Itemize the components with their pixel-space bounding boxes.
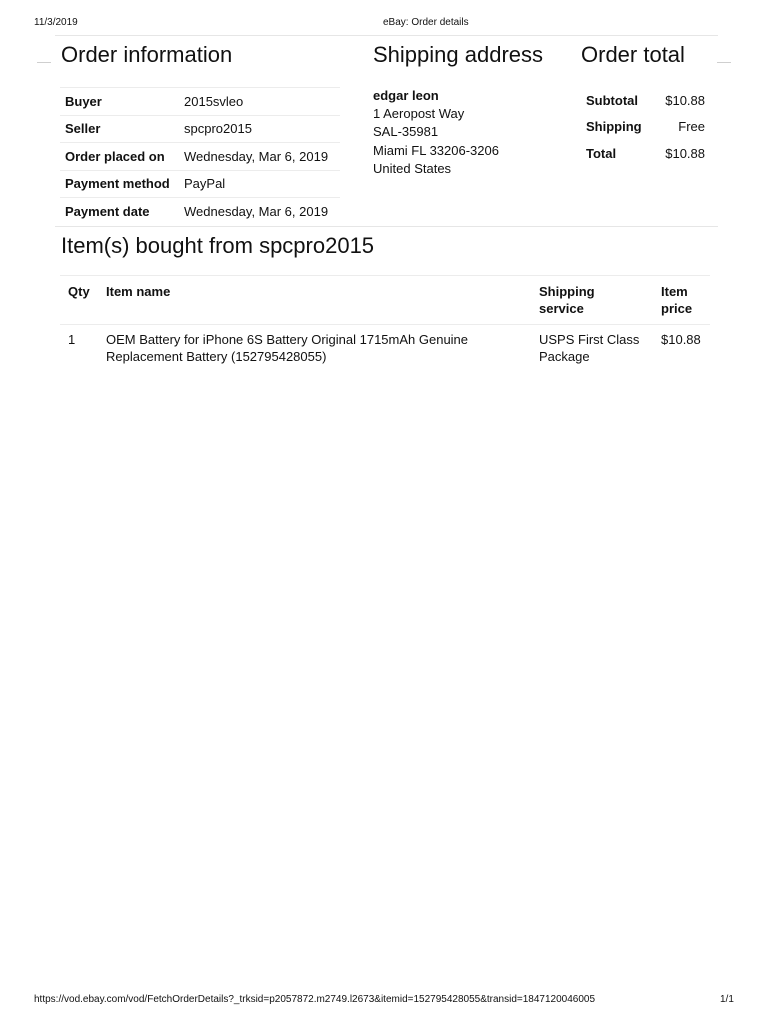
address-country: United States [373, 160, 452, 176]
total-label: Total [586, 145, 617, 161]
total-row-subtotal [580, 87, 710, 114]
payment-date-label: Payment date [65, 203, 150, 219]
qty-header: Qty [68, 284, 90, 299]
shipping-service-header [539, 284, 595, 317]
seller-value: spcpro2015 [184, 121, 252, 137]
subtotal-label: Subtotal [586, 92, 638, 108]
item-price-header-line-2: price [661, 300, 693, 316]
order-information-table [60, 87, 340, 225]
item-price-header-line-1: Item [661, 284, 688, 299]
buyer-value: 2015svleo [184, 93, 244, 109]
total-value: $10.88 [665, 145, 705, 161]
items-title: Item(s) bought from spcpro2015 [61, 233, 375, 258]
item-shipping-service [539, 332, 639, 365]
print-header [0, 17, 768, 31]
order-total-title: Order total [581, 42, 685, 67]
total-row-total [580, 140, 710, 167]
items-table-top-border [60, 275, 710, 276]
print-footer [0, 994, 768, 1008]
section-divider [55, 226, 718, 227]
item-price-header [661, 284, 692, 317]
payment-date-value: Wednesday, Mar 6, 2019 [184, 203, 329, 219]
recipient-name: edgar leon [373, 88, 439, 103]
shipping-cost-label: Shipping [586, 119, 642, 135]
order-info-row-payment-method [60, 170, 340, 198]
order-placed-label: Order placed on [65, 148, 165, 164]
seller-label: Seller [65, 121, 101, 137]
shipping-address-block [373, 87, 499, 178]
shipping-address-title: Shipping address [373, 42, 544, 67]
item-name-line-1: OEM Battery for iPhone 6S Battery Original 1715mAh Genuine [106, 332, 469, 347]
shipping-service-header-line-1: Shipping [539, 284, 595, 299]
item-name-line-2: Replacement Battery (152795428055) [106, 348, 327, 364]
subtotal-value: $10.88 [665, 92, 705, 108]
item-name[interactable] [106, 332, 468, 365]
item-shipping-service-line-1: USPS First Class [539, 332, 640, 347]
print-page-title: eBay: Order details [383, 17, 469, 28]
address-line-3: Miami FL 33206-3206 [373, 142, 499, 158]
payment-method-label: Payment method [65, 176, 170, 192]
items-table-header-border [60, 324, 710, 325]
order-info-row-seller [60, 115, 340, 143]
order-info-row-order-placed [60, 142, 340, 170]
total-row-shipping [580, 114, 710, 141]
buyer-label: Buyer [65, 93, 102, 109]
shipping-cost-value: Free [678, 119, 705, 135]
item-qty: 1 [68, 332, 76, 347]
item-shipping-service-line-2: Package [539, 348, 590, 364]
address-line-1: 1 Aeropost Way [373, 106, 465, 122]
order-information-title: Order information [61, 42, 233, 67]
print-date: 11/3/2019 [34, 17, 78, 28]
order-placed-value: Wednesday, Mar 6, 2019 [184, 148, 329, 164]
order-total-table [580, 87, 710, 167]
page-number: 1/1 [720, 994, 734, 1005]
item-name-header: Item name [106, 284, 171, 299]
left-collapse-marker [37, 62, 51, 63]
order-info-row-buyer [60, 87, 340, 115]
payment-method-value: PayPal [184, 176, 226, 192]
page-url: https://vod.ebay.com/vod/FetchOrderDetails?_trksid=p2057872.m2749.l2673&itemid=152795428055&transid=1847120046005 [34, 994, 596, 1005]
top-divider [55, 35, 718, 36]
shipping-service-header-line-2: service [539, 300, 584, 316]
right-collapse-marker [717, 62, 731, 63]
address-line-2: SAL-35981 [373, 124, 439, 140]
order-info-row-payment-date [60, 197, 340, 225]
item-price: $10.88 [661, 332, 701, 347]
